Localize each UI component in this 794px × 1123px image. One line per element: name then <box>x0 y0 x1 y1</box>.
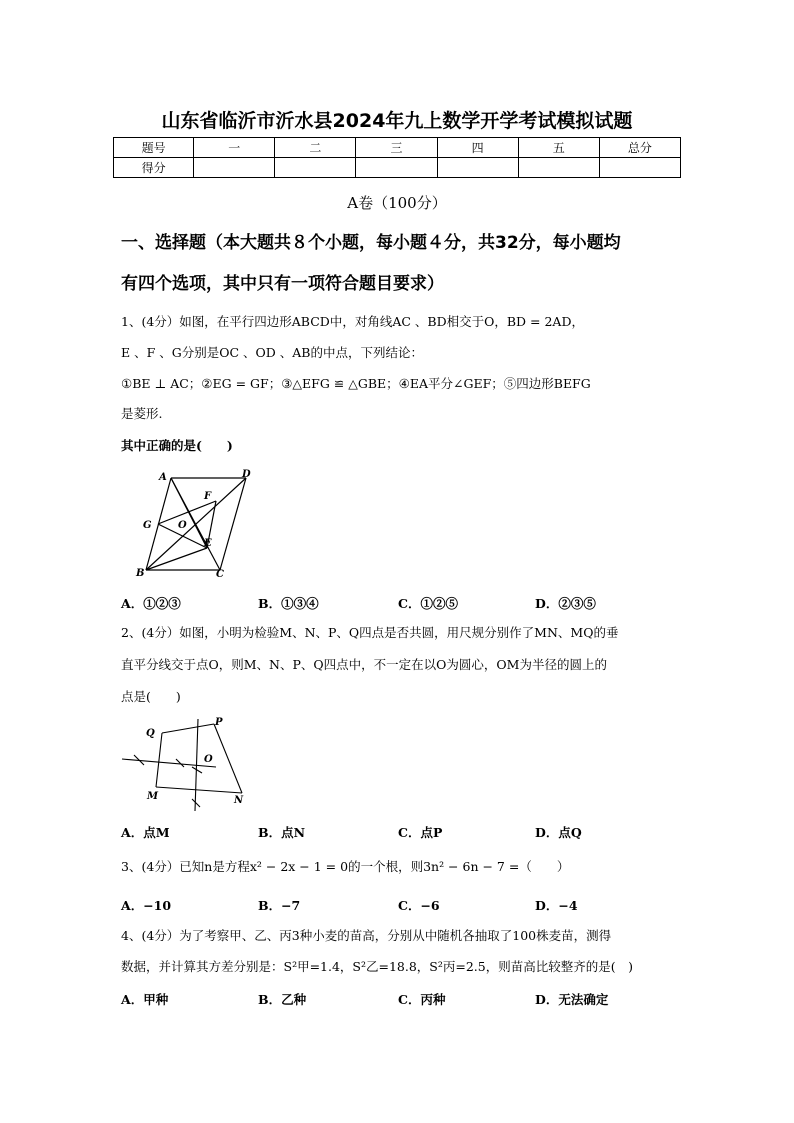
q1-label-A: A <box>159 472 167 483</box>
q2-option-c[interactable]: C．点P <box>398 825 443 840</box>
score-header-cell: 五 <box>518 138 599 158</box>
q3-text-line1: 3、(4分）已知n是方程x² − 2x − 1 = 0的一个根，则3n² − 6n − 7 =（ ） <box>121 859 570 874</box>
score-table-score-row <box>114 158 681 178</box>
q3-option-a[interactable]: A．−10 <box>121 898 172 913</box>
q1-label-F: F <box>204 491 212 502</box>
q1-segment-AE <box>171 478 207 548</box>
q2-edge-NM <box>156 787 242 793</box>
q2-option-d[interactable]: D．点Q <box>535 825 582 840</box>
score-row-label: 得分 <box>114 158 194 178</box>
q1-segment-GF <box>158 501 216 524</box>
q2-label-O: O <box>204 754 213 765</box>
q1-option-a[interactable]: A．①②③ <box>121 596 181 611</box>
q1-option-c[interactable]: C．①②⑤ <box>398 596 458 611</box>
q2-label-M: M <box>147 791 159 802</box>
q2-option-a[interactable]: A．点M <box>121 825 170 840</box>
page-title: 山东省临沂市沂水县2024年九上数学开学考试模拟试题 <box>161 110 633 132</box>
score-table-header-row <box>114 138 681 158</box>
q2-label-N: N <box>234 795 244 806</box>
score-cell <box>518 158 599 178</box>
score-cell <box>437 158 518 178</box>
q1-text-line5: 其中正确的是( ) <box>121 438 233 453</box>
q1-parallelogram-figure <box>130 466 260 581</box>
q1-text-line3: ①BE ⊥ AC；②EG = GF；③△EFG ≌ △GBE；④EA平分∠GEF；⑤四边形BEFG <box>121 376 591 391</box>
score-header-cell: 三 <box>356 138 437 158</box>
q1-label-O: O <box>178 520 187 531</box>
q2-arc-mark <box>192 767 202 773</box>
score-header-cell: 一 <box>194 138 275 158</box>
section-heading-line2: 有四个选项，其中只有一项符合题目要求） <box>121 274 444 294</box>
q2-arc-mark <box>176 759 184 767</box>
q2-edge-MQ <box>156 733 162 787</box>
q1-edge-DC <box>220 478 246 570</box>
q1-segment-BE <box>146 548 207 570</box>
q2-text-line3: 点是( ) <box>121 689 181 704</box>
score-header-cell: 总分 <box>599 138 680 158</box>
q2-bisector-MQ <box>122 759 216 767</box>
q1-label-G: G <box>143 520 152 531</box>
q2-text-line1: 2、(4分）如图，小明为检验M、N、P、Q四点是否共圆，用尺规分别作了MN、MQ的垂 <box>121 625 619 640</box>
paper-label: A卷（100分） <box>347 194 447 212</box>
q2-quadrilateral-figure <box>118 715 258 815</box>
q4-option-b[interactable]: B．乙种 <box>258 992 307 1007</box>
q2-label-P: P <box>215 717 223 728</box>
score-header-cell: 四 <box>437 138 518 158</box>
q4-text-line2: 数据，并计算其方差分别是：S²甲=1.4，S²乙=18.8，S²丙=2.5，则苗高比较整齐的是( ) <box>121 959 633 974</box>
q3-option-c[interactable]: C．−6 <box>398 898 440 913</box>
q3-option-b[interactable]: B．−7 <box>258 898 301 913</box>
q1-option-b[interactable]: B．①③④ <box>258 596 319 611</box>
q1-text-line2: E 、F 、G分别是OC 、OD 、AB的中点，下列结论： <box>121 345 423 360</box>
score-cell <box>599 158 680 178</box>
q2-option-b[interactable]: B．点N <box>258 825 305 840</box>
score-cell <box>275 158 356 178</box>
score-cell <box>194 158 275 178</box>
q1-label-D: D <box>242 469 251 480</box>
q1-text-line1: 1、(4分）如图，在平行四边形ABCD中，对角线AC 、BD相交于O，BD = 2AD， <box>121 314 584 329</box>
q2-text-line2: 直平分线交于点O，则M、N、P、Q四点中，不一定在以O为圆心，OM为半径的圆上的 <box>121 657 607 672</box>
q1-label-E: E <box>204 538 212 549</box>
q2-label-Q: Q <box>146 728 155 739</box>
q4-option-c[interactable]: C．丙种 <box>398 992 446 1007</box>
q1-text-line4: 是菱形. <box>121 406 163 421</box>
score-header-cell: 二 <box>275 138 356 158</box>
q1-label-B: B <box>136 568 145 579</box>
score-header-cell: 题号 <box>114 138 194 158</box>
q4-option-d[interactable]: D．无法确定 <box>535 992 609 1007</box>
q2-arc-mark <box>192 799 200 807</box>
section-heading-line1: 一、选择题（本大题共８个小题，每小题４分，共32分，每小题均 <box>121 233 621 253</box>
q2-edge-PN <box>214 724 242 793</box>
q1-option-d[interactable]: D．②③⑤ <box>535 596 596 611</box>
q1-label-C: C <box>216 569 224 580</box>
q4-text-line1: 4、(4分）为了考察甲、乙、丙3种小麦的苗高，分别从中随机各抽取了100株麦苗，测得 <box>121 928 612 943</box>
q4-option-a[interactable]: A．甲种 <box>121 992 169 1007</box>
q3-option-d[interactable]: D．−4 <box>535 898 578 913</box>
q1-diagonal-BD <box>146 478 246 570</box>
q2-edge-QP <box>162 724 214 733</box>
score-table <box>113 137 681 178</box>
score-cell <box>356 158 437 178</box>
